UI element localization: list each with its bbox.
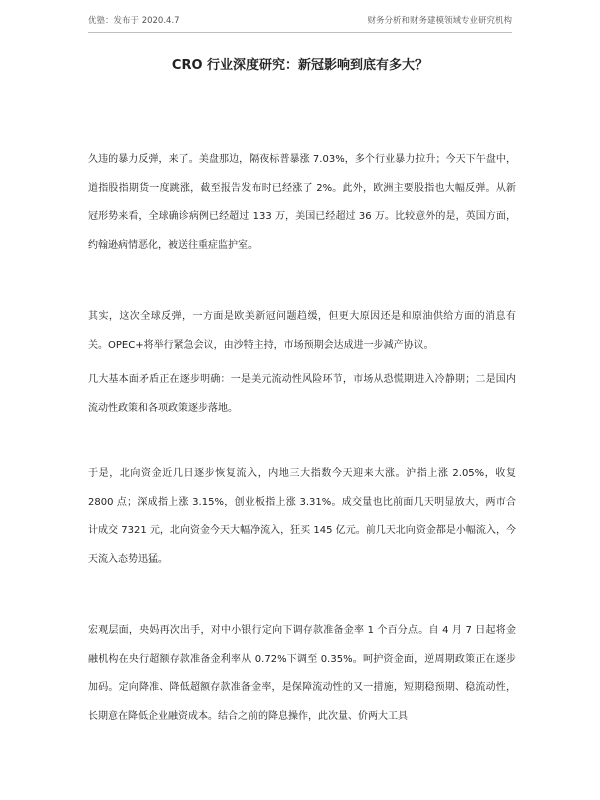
paragraph-northbound-funds: 于是，北向资金近几日逐步恢复流入，内地三大指数今天迎来大涨。沪指上涨 2.05%，收复 2800 点；深成指上涨 3.15%，创业板指上涨 3.31%。成交量也比前面几天明显放大，两市合计成交 7321 元，北向资金今天大幅净流入，狂买 145 亿元。前几天北向资金都是小幅流入，今天流入态势迅猛。 <box>88 468 516 565</box>
page-header <box>88 14 512 33</box>
paragraph-macro-policy: 宏观层面，央妈再次出手，对中小银行定向下调存款准备金率 1 个百分点。自 4 月 7 日起将金融机构在央行超额存款准备金利率从 0.72%下调至 0.35%。呵护资金面，逆周期政策正在逐步加码。定向降准、降低超额存款准备金率，是保障流动性的又一措施，短期稳预期、稳流动性，长期意在降低企业融资成本。结合之前的降息操作，此次量、价两大工具 <box>88 625 516 722</box>
paragraph-global-rebound-reason: 其实，这次全球反弹，一方面是欧美新冠问题趋缓，但更大原因还是和原油供给方面的消息有关。OPEC+将举行紧急会议，由沙特主持，市场预期会达成进一步减产协议。 <box>88 311 516 351</box>
paragraph-fundamentals: 几大基本面矛盾正在逐步明确：一是美元流动性风险环节，市场从恐慌期进入冷静期；二是国内流动性政策和各项政策逐步落地。 <box>88 374 516 414</box>
header-org-tagline: 财务分析和财务建模领域专业研究机构 <box>367 16 512 26</box>
paragraph-rebound: 久违的暴力反弹，来了。美盘那边，隔夜标普暴涨 7.03%，多个行业暴力拉升；今天下午盘中，道指股指期货一度跳涨，截至报告发布时已经涨了 2%。此外，欧洲主要股指也大幅反弹。从新冠形势来看，全球确诊病例已经超过 133 万，美国已经超过 36 万。比较意外的是，英国方面，约翰逊病情恶化，被送往重症监护室。 <box>88 154 516 251</box>
document-title: CRO 行业深度研究：新冠影响到底有多大？ <box>171 58 429 73</box>
header-publish-info: 优塾：发布于 2020.4.7 <box>88 16 180 26</box>
